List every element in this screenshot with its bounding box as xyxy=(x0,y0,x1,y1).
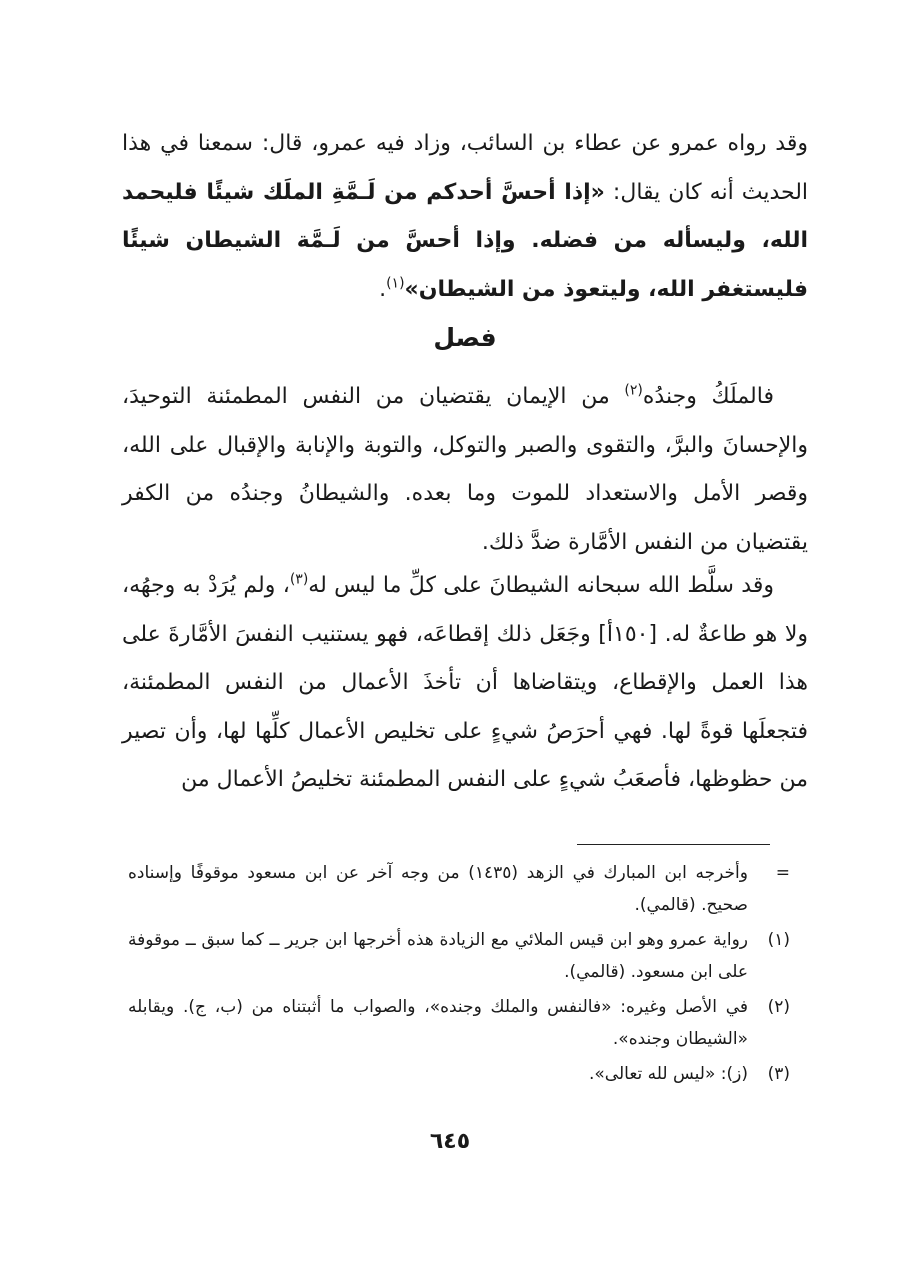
footnote-1 xyxy=(128,924,790,988)
footnote-text: (ز): «ليس لله تعالى». xyxy=(589,1064,748,1084)
para2-start: فالملَكُ وجندُه xyxy=(642,384,774,409)
page-number: ٦٤٥ xyxy=(429,1129,471,1154)
para3-start: وقد سلَّط الله سبحانه الشيطانَ على كلِّ ما ليس له xyxy=(308,573,774,598)
footnote-continued xyxy=(128,857,790,921)
footnote-ref-2: (٢) xyxy=(624,382,643,399)
footnote-mark: (٢) xyxy=(767,997,790,1017)
footnote-text: في الأصل وغيره: «فالنفس والملك وجنده»، والصواب ما أثبتناه من (ب، ج). ويقابله «الشيطان وجنده». xyxy=(128,997,748,1049)
section-heading: فصل xyxy=(433,323,497,352)
para3-rest: ، ولم يُرَدْ به وجهُه، ولا هو طاعةٌ له. [١٥٠أ] وجَعَل ذلك إقطاعَه، فهو يستنيب النفسَ الأمَّارةَ على هذا العمل والإقطاع، ويتقاضاها أن تأخذَ الأعمال من النفس المطمئنة، فتجعلَها قوةً لها. فهي أحرَصُ شيءٍ على تخليص الأعمال كلِّها لها، وأن تصير من حظوظها، فأصعَبُ شيءٍ على النفس المطمئنة تخليصُ الأعمال من xyxy=(122,573,808,792)
body-paragraph-1 xyxy=(122,120,808,314)
footnote-ref-1: (١) xyxy=(386,275,405,292)
body-paragraph-2 xyxy=(122,373,808,567)
footnote-2 xyxy=(128,991,790,1055)
footnote-mark: = xyxy=(775,863,790,883)
footnote-text: وأخرجه ابن المبارك في الزهد (١٤٣٥) من وجه آخر عن ابن مسعود موقوفًا وإسناده صحيح. (قالمي). xyxy=(128,863,748,915)
para2-rest: من الإيمان يقتضيان من النفس المطمئنة التوحيدَ، والإحسانَ والبرَّ، والتقوى والصبر والتوكل، والتوبة والإنابة والإقبال على الله، وقصر الأمل والاستعداد للموت وما بعده. والشيطانُ وجندُه من الكفر يقتضيان من النفس الأمَّارة ضدَّ ذلك. xyxy=(122,384,808,555)
para1-text: وقد رواه عمرو عن عطاء بن السائب، وزاد فيه عمرو، قال: سمعنا في هذا الحديث أنه كان يقال: xyxy=(122,131,809,205)
footnote-mark: (٣) xyxy=(767,1064,790,1084)
para1-quote: «إذا أحسَّ أحدكم من لَـمَّةِ الملَك شيئًا فليحمد الله، وليسأله من فضله. وإذا أحسَّ من لَـمَّة الشيطان شيئًا فليستغفر الله، وليتعوذ من الشيطان» xyxy=(122,179,808,302)
footnote-ref-3: (٣) xyxy=(289,571,309,588)
footnotes xyxy=(128,857,790,1093)
footnote-text: رواية عمرو وهو ابن قيس الملائي مع الزيادة هذه أخرجها ابن جرير ــ كما سبق ــ موقوفة على ابن مسعود. (قالمي). xyxy=(128,930,748,982)
footnote-mark: (١) xyxy=(767,930,790,950)
para1-end: . xyxy=(379,276,387,302)
footnote-3 xyxy=(128,1058,790,1090)
footnote-divider xyxy=(577,844,770,845)
body-paragraph-3 xyxy=(122,562,808,805)
